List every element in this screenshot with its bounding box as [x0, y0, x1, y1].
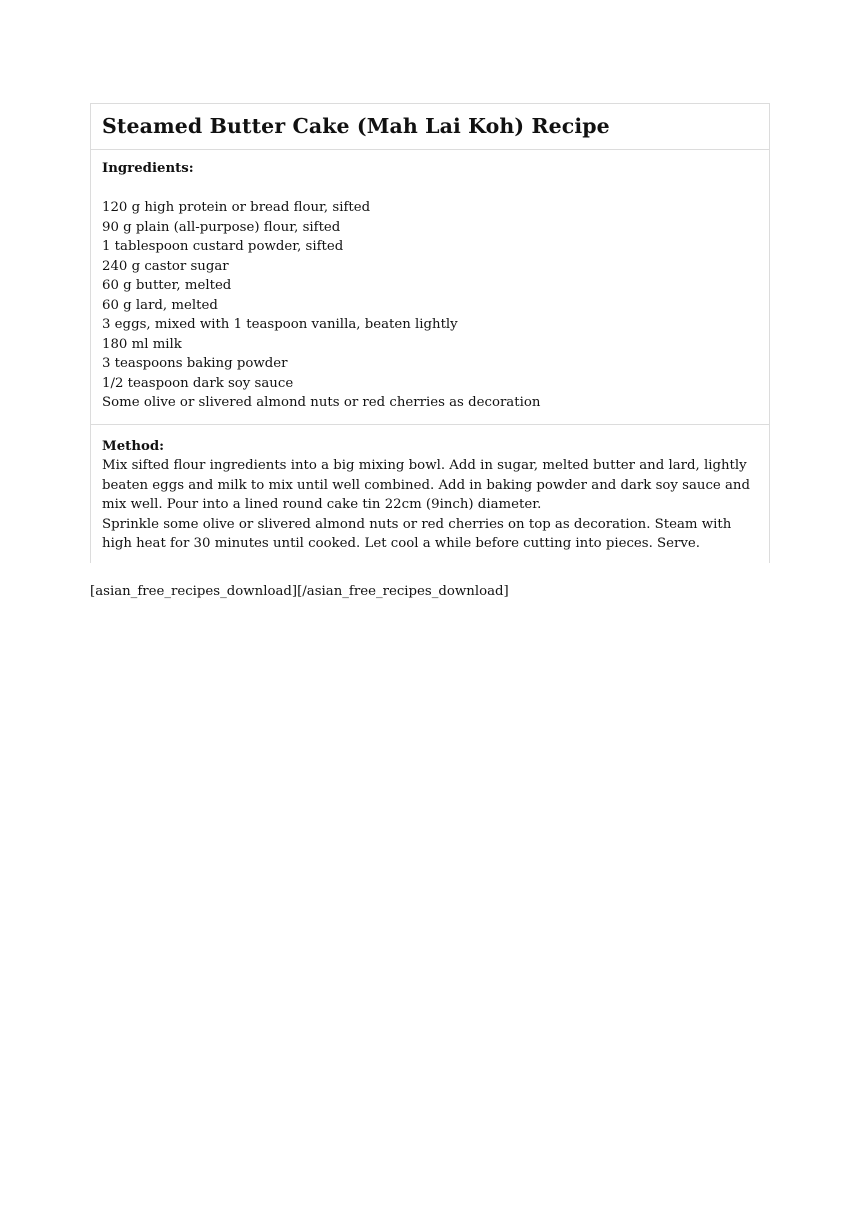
- method-heading: Method:: [102, 438, 165, 454]
- method-section: [91, 425, 769, 563]
- recipe-title-row: [91, 104, 769, 150]
- ingredient-item: 240 g castor sugar: [102, 258, 229, 274]
- ingredient-item: 1/2 teaspoon dark soy sauce: [102, 375, 294, 391]
- ingredient-item: 3 eggs, mixed with 1 teaspoon vanilla, beaten lightly: [102, 317, 458, 332]
- ingredient-item: 90 g plain (all-purpose) flour, sifted: [102, 219, 341, 235]
- download-shortcode: [asian_free_recipes_download][/asian_free_recipes_download]: [90, 584, 509, 599]
- method-text: [102, 456, 758, 554]
- ingredient-item: 1 tablespoon custard powder, sifted: [102, 239, 344, 254]
- method-paragraph: Mix sifted flour ingredients into a big mixing bowl. Add in sugar, melted butter and lard, lightly beaten eggs and milk to mix until well combined. Add in baking powder and dark soy sauce and mix well. Pour into a lined round cake tin 22cm (9inch) diameter.: [102, 458, 751, 512]
- ingredients-heading: Ingredients:: [102, 161, 194, 176]
- ingredient-item: 60 g lard, melted: [102, 297, 218, 313]
- ingredient-item: 180 ml milk: [102, 336, 182, 352]
- ingredient-item: 60 g butter, melted: [102, 278, 232, 293]
- recipe-card: [90, 103, 770, 563]
- recipe-title: Steamed Butter Cake (Mah Lai Koh) Recipe: [102, 114, 610, 139]
- ingredient-item: 3 teaspoons baking powder: [102, 356, 288, 371]
- spacer: [102, 179, 758, 199]
- ingredient-item: 120 g high protein or bread flour, sifted: [102, 200, 371, 215]
- method-paragraph: Sprinkle some olive or slivered almond nuts or red cherries on top as decoration. Steam with high heat for 30 minutes until cooked. Let cool a while before cutting into pieces. Serve.: [102, 516, 732, 551]
- ingredient-item: Some olive or slivered almond nuts or red cherries as decoration: [102, 395, 541, 410]
- ingredient-list: [102, 198, 758, 413]
- ingredients-section: [91, 150, 769, 425]
